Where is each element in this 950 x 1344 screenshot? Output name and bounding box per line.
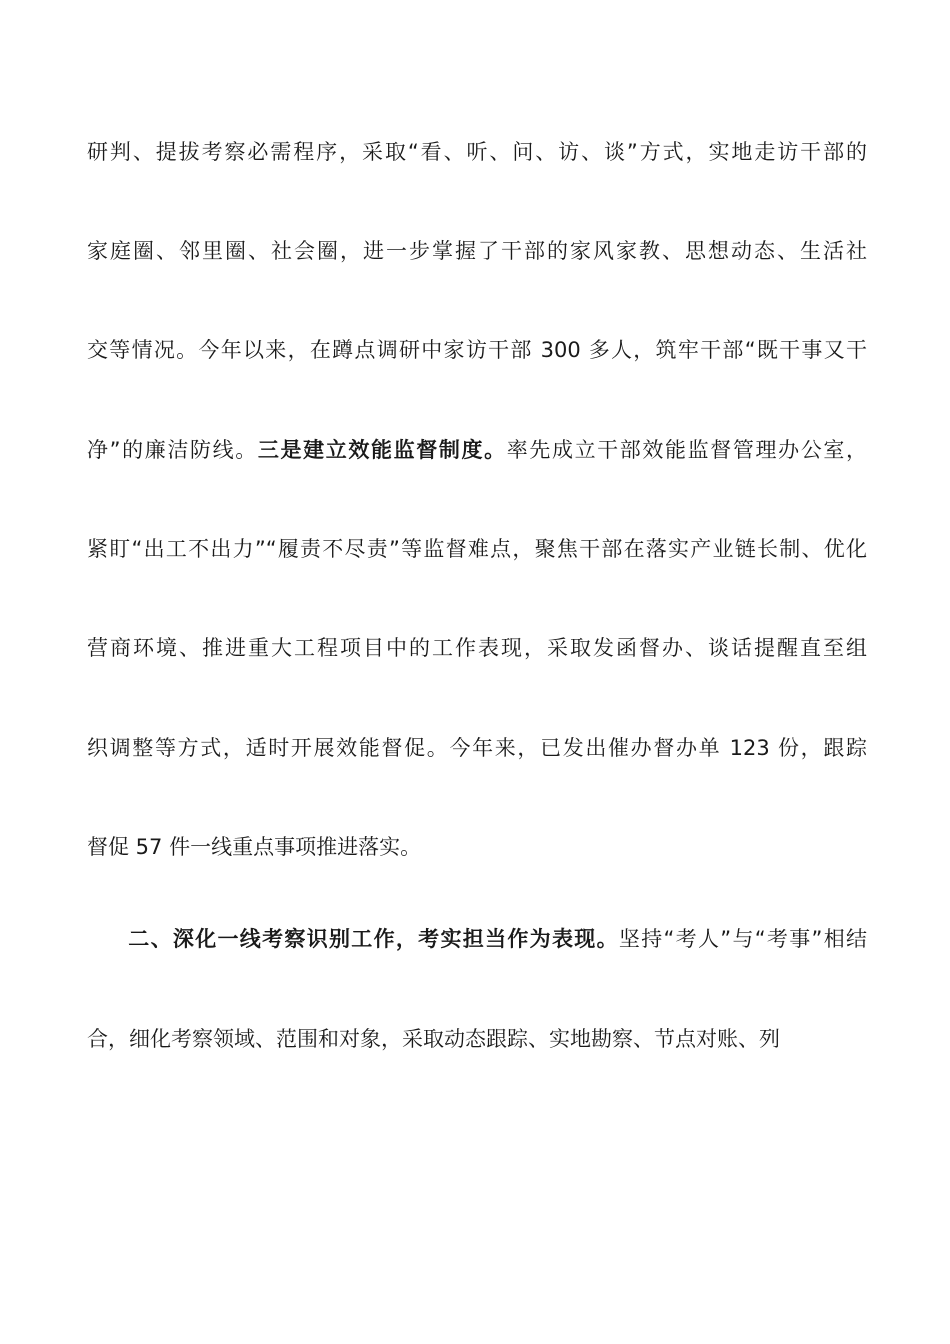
text-run: 净”的廉洁防线。 xyxy=(87,438,258,462)
paragraph-line xyxy=(87,832,867,862)
paragraph-line xyxy=(87,435,867,465)
bold-heading-run: 三是建立效能监督制度。 xyxy=(257,438,507,462)
text-run: 交等情况。今年以来，在蹲点调研中家访干部 300 多人，筑牢干部“既干事又干 xyxy=(87,338,867,362)
paragraph-line xyxy=(87,137,867,167)
paragraph-line xyxy=(87,924,867,954)
text-run: 坚持“考人”与“考事”相结 xyxy=(618,927,867,951)
text-run: 家庭圈、邻里圈、社会圈，进一步掌握了干部的家风家教、思想动态、生活社 xyxy=(87,239,867,263)
text-run: 研判、提拔考察必需程序，采取“看、听、问、访、谈”方式，实地走访干部的 xyxy=(87,140,867,164)
section-heading-run: 二、深化一线考察识别工作，考实担当作为表现。 xyxy=(127,927,619,951)
paragraph-line xyxy=(87,733,867,763)
paragraph-line xyxy=(87,633,867,663)
text-run: 织调整等方式，适时开展效能督促。今年来，已发出催办督办单 123 份，跟踪 xyxy=(87,736,867,760)
text-run: 率先成立干部效能监督管理办公室， xyxy=(506,438,868,462)
paragraph-line xyxy=(87,335,867,365)
text-run: 合，细化考察领域、范围和对象，采取动态跟踪、实地勘察、节点对账、列 xyxy=(87,1027,780,1051)
paragraph-line xyxy=(87,534,867,564)
text-run: 督促 57 件一线重点事项推进落实。 xyxy=(87,835,422,859)
paragraph-line xyxy=(87,236,867,266)
text-run: 营商环境、推进重大工程项目中的工作表现，采取发函督办、谈话提醒直至组 xyxy=(87,636,867,660)
paragraph-line xyxy=(87,1024,867,1054)
text-run: 紧盯“出工不出力”“履责不尽责”等监督难点，聚焦干部在落实产业链长制、优化 xyxy=(87,537,867,561)
